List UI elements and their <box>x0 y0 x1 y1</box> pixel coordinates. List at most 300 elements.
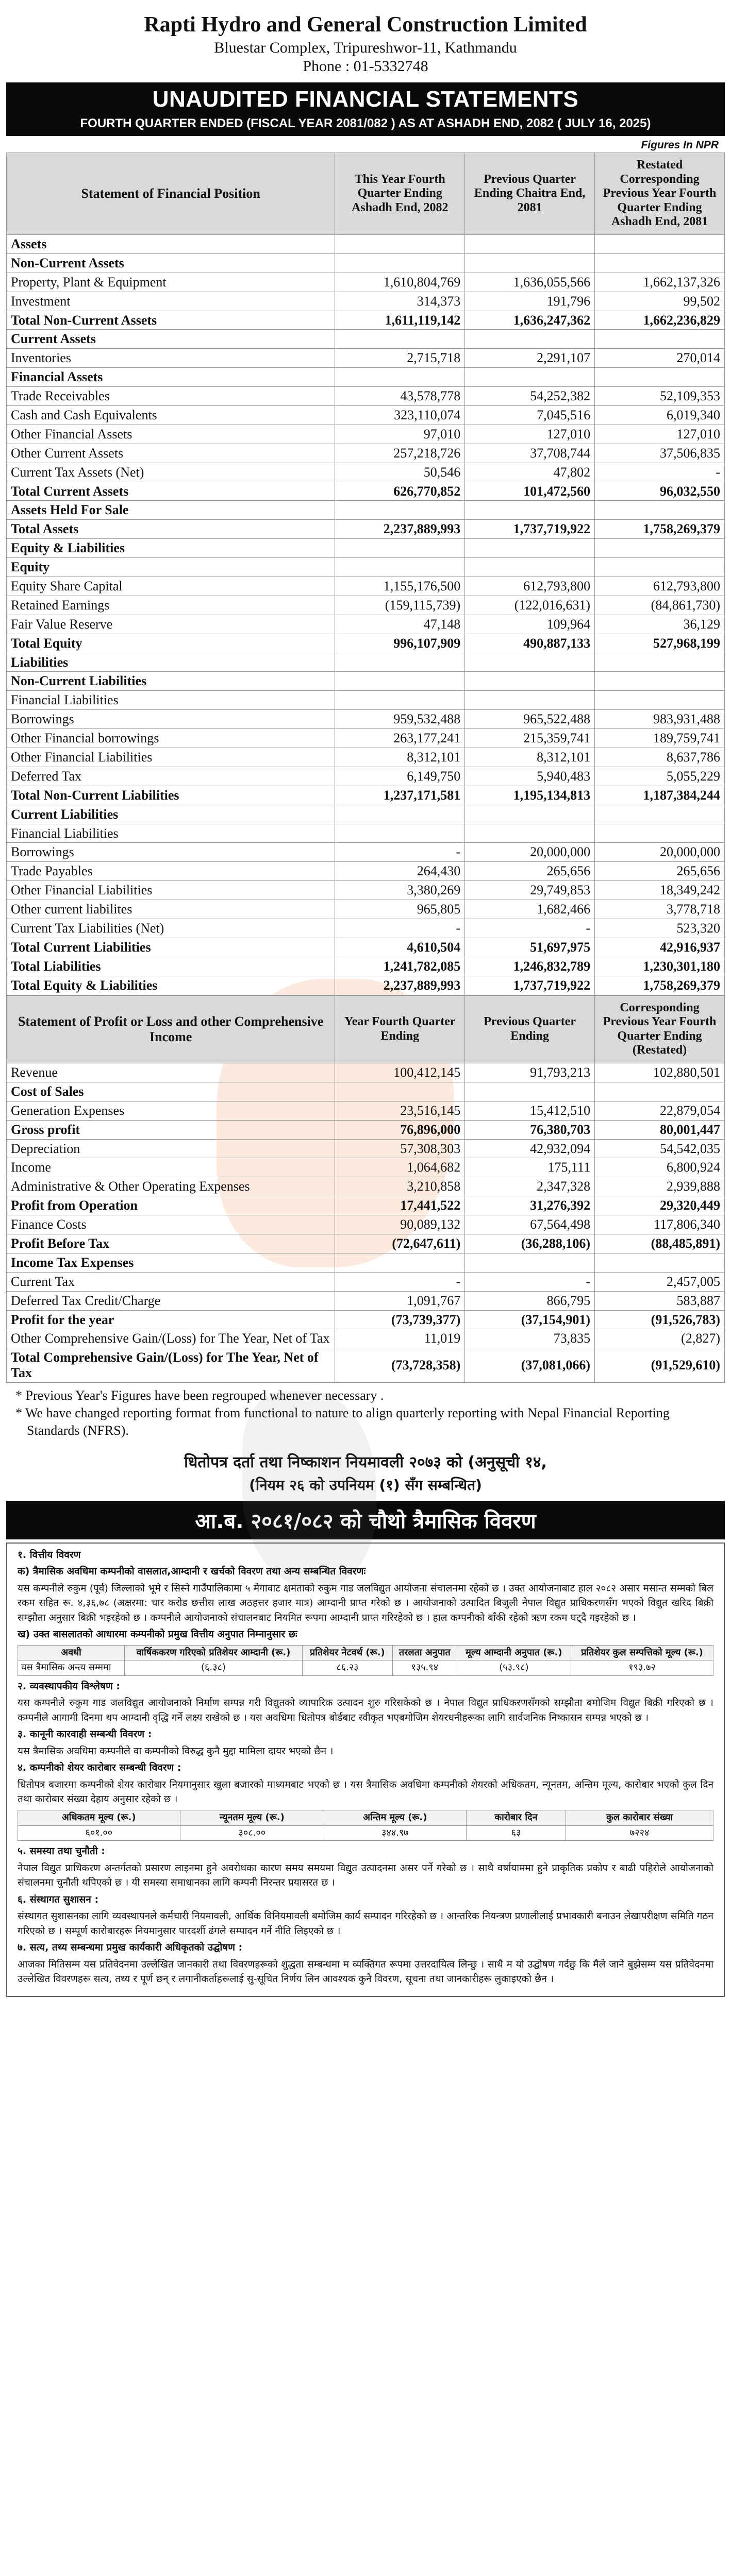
row-value: 1,237,171,581 <box>335 786 465 805</box>
row-value: 1,758,269,379 <box>595 976 725 995</box>
ratio-header: मूल्य आम्दानी अनुपात (रू.) <box>457 1645 571 1660</box>
ratio-cell: (५३.९८) <box>457 1660 571 1676</box>
ratio-header: तरलता अनुपात <box>392 1645 457 1660</box>
row-value: 1,611,119,142 <box>335 311 465 330</box>
table-row <box>7 596 725 615</box>
row-value: 47,148 <box>335 615 465 634</box>
trade-cell: ६३ <box>466 1825 566 1841</box>
row-value <box>335 368 465 387</box>
row-value <box>335 253 465 273</box>
row-value: 91,793,213 <box>465 1063 595 1082</box>
row-value <box>335 805 465 824</box>
row-value: 626,770,852 <box>335 482 465 501</box>
row-value: 42,916,937 <box>595 938 725 957</box>
row-value: 215,359,741 <box>465 729 595 748</box>
table-row <box>7 425 725 444</box>
row-label: Financial Liabilities <box>7 824 335 843</box>
row-value: 1,155,176,500 <box>335 577 465 596</box>
statements-subtitle: FOURTH QUARTER ENDED (FISCAL YEAR 2081/082 ) AS AT ASHADH END, 2082 ( JULY 16, 2025) <box>80 116 651 130</box>
section-text: आजका मितिसम्म यस प्रतिवेदनमा उल्लेखित जानकारी तथा विवरणहरूको शुद्धता सम्बन्धमा म व्यक्तिगत रूपमा उत्तरदायित्व लिन्छु । साथै म यो उद्घोषण गर्दछु कि मैले जाने बुझेसम्म यस प्रतिवेदनमा उल्लेखित विवरणहरू सत्य, तथ्य र पूर्ण छन् र लगानीकर्ताहरूलाई सु-सूचित निर्णय लिन आवश्यक कुनै विवरण, सूचना तथा जानकारीहरू लुकाइएको छैन । <box>18 1958 713 1985</box>
ratio-cell: यस त्रैमासिक अन्त्य सम्ममा <box>18 1660 125 1676</box>
row-value: 6,019,340 <box>595 405 725 425</box>
row-value <box>335 1082 465 1101</box>
row-value: 2,939,888 <box>595 1177 725 1196</box>
row-value: 8,312,101 <box>335 748 465 767</box>
row-value: 191,796 <box>465 292 595 311</box>
row-value: - <box>465 1272 595 1291</box>
row-value: 8,312,101 <box>465 748 595 767</box>
row-value: 117,806,340 <box>595 1215 725 1234</box>
row-value: 1,064,682 <box>335 1158 465 1177</box>
row-label: Total Assets <box>7 520 335 539</box>
table-row <box>7 938 725 957</box>
row-value <box>465 539 595 558</box>
row-value <box>465 253 595 273</box>
pl-header-restated: Corresponding Previous Year Fourth Quarter Ending (Restated) <box>595 995 725 1063</box>
row-label: Profit from Operation <box>7 1196 335 1215</box>
row-value: 37,506,835 <box>595 444 725 463</box>
trade-header: कारोबार दिन <box>466 1810 566 1825</box>
ratio-header: प्रतिशेयर नेटवर्थ (रू.) <box>302 1645 392 1660</box>
regulation-line-1: धितोपत्र दर्ता तथा निष्काशन नियमावली २०७३ को (अनुसूची १४, <box>184 1453 547 1471</box>
pl-header-current: Year Fourth Quarter Ending <box>335 995 465 1063</box>
trade-header: अन्तिम मूल्य (रू.) <box>324 1810 466 1825</box>
row-value: 257,218,726 <box>335 444 465 463</box>
row-label: Inventories <box>7 349 335 368</box>
row-value: 1,662,236,829 <box>595 311 725 330</box>
table-row <box>7 957 725 976</box>
row-label: Property, Plant & Equipment <box>7 273 335 292</box>
row-label: Financial Liabilities <box>7 691 335 710</box>
ratio-header: वार्षिककरण गरिएको प्रतिशेयर आम्दानी (रू.) <box>125 1645 303 1660</box>
row-value <box>595 1253 725 1272</box>
row-value: 22,879,054 <box>595 1101 725 1120</box>
table-row <box>7 501 725 520</box>
table-row <box>7 368 725 387</box>
row-label: Profit for the year <box>7 1310 335 1329</box>
section-heading: ५. समस्या तथा चुनौती : <box>18 1845 105 1857</box>
row-value: 52,109,353 <box>595 387 725 406</box>
table-row <box>7 1196 725 1215</box>
row-value: 57,308,303 <box>335 1139 465 1158</box>
table-row <box>7 1272 725 1291</box>
row-label: Other Financial Liabilities <box>7 881 335 900</box>
row-value: 47,802 <box>465 463 595 482</box>
statements-title: UNAUDITED FINANCIAL STATEMENTS <box>152 87 579 112</box>
row-value: 1,682,466 <box>465 900 595 919</box>
row-value: 3,778,718 <box>595 900 725 919</box>
section-text: नेपाल विद्युत प्राधिकरण अन्तर्गतको प्रसारण लाइनमा हुने अवरोधका कारण समय समयमा विद्युत उत्पादनमा असर पर्ने गरेको छ । साथै वर्षायाममा हुने प्राकृतिक प्रकोप र बाढी पहिरोले आयोजनाको संचालनमा चुनौती थपिएको छ । यी समस्या समाधानका लागि कम्पनी निरन्तर प्रयासरत छ । <box>18 1862 713 1889</box>
row-value <box>335 653 465 672</box>
row-value: 527,968,199 <box>595 634 725 653</box>
row-value: 1,662,137,326 <box>595 273 725 292</box>
row-label: Assets <box>7 234 335 253</box>
row-value: 73,835 <box>465 1329 595 1348</box>
row-value <box>465 368 595 387</box>
row-label: Equity <box>7 558 335 577</box>
row-value: 323,110,074 <box>335 405 465 425</box>
section-heading: ४. कम्पनीको शेयर कारोबार सम्बन्धी विवरण : <box>18 1762 181 1774</box>
row-label: Revenue <box>7 1063 335 1082</box>
row-label: Assets Held For Sale <box>7 501 335 520</box>
row-value <box>465 672 595 691</box>
share-trading-table <box>18 1810 713 1841</box>
row-value: 3,380,269 <box>335 881 465 900</box>
table-row <box>7 1310 725 1329</box>
row-label: Liabilities <box>7 653 335 672</box>
row-value: 3,210,858 <box>335 1177 465 1196</box>
row-value: 1,636,055,566 <box>465 273 595 292</box>
row-label: Investment <box>7 292 335 311</box>
row-value <box>595 501 725 520</box>
table-row <box>7 615 725 634</box>
row-value: (159,115,739) <box>335 596 465 615</box>
row-value: 36,129 <box>595 615 725 634</box>
trade-cell: ७२२४ <box>566 1825 713 1841</box>
table-row <box>7 1158 725 1177</box>
row-value: 42,932,094 <box>465 1139 595 1158</box>
row-value: 490,887,133 <box>465 634 595 653</box>
row-label: Trade Payables <box>7 862 335 881</box>
pl-header-previous: Previous Quarter Ending <box>465 995 595 1063</box>
table-row <box>7 463 725 482</box>
row-value: 5,055,229 <box>595 767 725 786</box>
row-value: 1,737,719,922 <box>465 520 595 539</box>
row-value <box>465 1082 595 1101</box>
row-value: 18,349,242 <box>595 881 725 900</box>
row-label: Generation Expenses <box>7 1101 335 1120</box>
row-value: 101,472,560 <box>465 482 595 501</box>
table-row <box>7 900 725 919</box>
trade-cell: ३०८.०० <box>180 1825 324 1841</box>
table-row <box>7 1329 725 1348</box>
table-row <box>7 273 725 292</box>
row-value: 263,177,241 <box>335 729 465 748</box>
row-value: 15,412,510 <box>465 1101 595 1120</box>
footnote: * Previous Year's Figures have been regrouped whenever necessary . <box>15 1388 384 1403</box>
row-value: 31,276,392 <box>465 1196 595 1215</box>
row-value: 1,091,767 <box>335 1291 465 1310</box>
row-label: Financial Assets <box>7 368 335 387</box>
row-value: 20,000,000 <box>465 843 595 862</box>
row-value: 1,187,384,244 <box>595 786 725 805</box>
section-text: धितोपत्र बजारमा कम्पनीको शेयर कारोबार नियमानुसार खुला बजारको माध्यमबाट भएको छ । यस त्रैमासिक अवधिमा कम्पनीको शेयरको अधिकतम, न्यूनतम, अन्तिम मूल्य, कारोबार भएको कुल दिन तथा कारोबार संख्या देहाय अनुसार रहेको छ । <box>18 1778 713 1805</box>
section-heading: ७. सत्य, तथ्य सम्बन्धमा प्रमुख कार्यकारी अधिकृतको उद्घोषण : <box>18 1942 243 1954</box>
table-row <box>7 824 725 843</box>
table-row <box>7 805 725 824</box>
row-value: (73,728,358) <box>335 1348 465 1383</box>
trade-cell: ३४४.९७ <box>324 1825 466 1841</box>
section-heading: ३. कानूनी कारवाही सम्बन्धी विवरण : <box>18 1728 152 1740</box>
row-value: 51,697,975 <box>465 938 595 957</box>
row-value: 965,522,488 <box>465 710 595 729</box>
row-value: 1,230,301,180 <box>595 957 725 976</box>
table-row <box>7 405 725 425</box>
table-row <box>7 387 725 406</box>
row-value: 100,412,145 <box>335 1063 465 1082</box>
row-value <box>465 805 595 824</box>
section-text: यस कम्पनीले रुकुम गाड जलविद्युत आयोजनाको निर्माण सम्पन्न गरी विद्युतको व्यापारिक उत्पादन शुरु गरिसकेको छ । नेपाल विद्युत प्राधिकरणसँगको सम्झौता बमोजिम विद्युत बिक्री गरिएको छ । कम्पनीले आगामी दिनमा थप आम्दानी वृद्धि गर्ने लक्ष्य राखेको छ । यस अवधिमा धितोपत्र बोर्डबाट स्वीकृत भएबमोजिम शेयरधनीहरूका लागि सार्वजनिक निष्कासन सम्पन्न भएको छ । <box>18 1697 713 1723</box>
table-row <box>7 482 725 501</box>
nepali-report-body <box>6 1543 725 1997</box>
table-row <box>7 748 725 767</box>
row-value <box>595 805 725 824</box>
row-value: 127,010 <box>595 425 725 444</box>
table-row <box>7 444 725 463</box>
row-value: (72,647,611) <box>335 1234 465 1253</box>
row-value: (73,739,377) <box>335 1310 465 1329</box>
table-row <box>7 558 725 577</box>
row-label: Total Non-Current Liabilities <box>7 786 335 805</box>
footnote: * We have changed reporting format from functional to nature to align quarterly reporting with Nepal Financial Reporting Standards (NFRS). <box>15 1405 670 1438</box>
ratio-header: अवधी <box>18 1645 125 1660</box>
row-value: 996,107,909 <box>335 634 465 653</box>
row-value <box>595 672 725 691</box>
ratio-cell: ८६.२३ <box>302 1660 392 1676</box>
row-label: Retained Earnings <box>7 596 335 615</box>
row-value: 37,708,744 <box>465 444 595 463</box>
row-value: 4,610,504 <box>335 938 465 957</box>
row-value: 965,805 <box>335 900 465 919</box>
row-value: 80,001,447 <box>595 1120 725 1139</box>
table-row <box>7 843 725 862</box>
row-value: 959,532,488 <box>335 710 465 729</box>
row-label: Borrowings <box>7 843 335 862</box>
row-value: 2,291,107 <box>465 349 595 368</box>
figures-note: Figures In NPR <box>641 139 719 151</box>
section-text: यस त्रैमासिक अवधिमा कम्पनीले वा कम्पनीको विरुद्ध कुनै मुद्दा मामिला दायर भएको छैन । <box>18 1745 334 1757</box>
statements-banner <box>6 82 725 136</box>
financial-position-table <box>6 152 725 995</box>
row-label: Total Current Liabilities <box>7 938 335 957</box>
row-label: Fair Value Reserve <box>7 615 335 634</box>
row-value: 265,656 <box>465 862 595 881</box>
table-row <box>7 976 725 995</box>
row-value <box>465 501 595 520</box>
row-value: (122,016,631) <box>465 596 595 615</box>
row-label: Other Financial Liabilities <box>7 748 335 767</box>
ratio-cell: १३५.९४ <box>392 1660 457 1676</box>
row-value: 43,578,778 <box>335 387 465 406</box>
row-value: - <box>335 919 465 938</box>
row-value: 54,252,382 <box>465 387 595 406</box>
table-row <box>7 330 725 349</box>
row-value: 314,373 <box>335 292 465 311</box>
table-row <box>7 672 725 691</box>
ratio-cell: (६.३८) <box>125 1660 303 1676</box>
row-value: 1,758,269,379 <box>595 520 725 539</box>
row-label: Current Tax Liabilities (Net) <box>7 919 335 938</box>
row-value <box>595 824 725 843</box>
profit-loss-table <box>6 995 725 1383</box>
row-value: (36,288,106) <box>465 1234 595 1253</box>
ratio-header: प्रतिशेयर कुल सम्पत्तिको मूल्य (रू.) <box>571 1645 713 1660</box>
row-label: Total Liabilities <box>7 957 335 976</box>
table-row <box>7 881 725 900</box>
row-value: 2,457,005 <box>595 1272 725 1291</box>
row-value: 99,502 <box>595 292 725 311</box>
section-text: यस कम्पनीले रुकुम (पूर्व) जिल्लाको भूमे र सिस्ने गाउँपालिकामा ५ मेगावाट क्षमताको रुकुम गाड जलविद्युत आयोजना संचालनमा रहेको छ । उक्त आयोजनाबाट हाल २०८२ असार मसान्त सम्मको बिल रकम सहित रू. ४,३६,७८ (अक्षरमा: चार करोड छत्तीस लाख अठहत्तर हजार मात्र) आम्दानी प्राप्त गरेको छ । आयोजनाको उत्पादित बिजुली नेपाल विद्युत प्राधिकरणसँग भएको विद्युत खरिद बिक्री सम्झौता अनुसार बिक्री भइरहेको छ । कम्पनीले आयोजनाको संचालनबाट नियमित रूपमा आम्दानी प्राप्त गरिरहेको छ । हाल कम्पनीको बाँकी रहेको ऋण रकम घट्दै गइरहेको छ । <box>18 1582 713 1623</box>
row-value: 109,964 <box>465 615 595 634</box>
table-row <box>7 539 725 558</box>
table-row <box>7 349 725 368</box>
row-label: Total Non-Current Assets <box>7 311 335 330</box>
row-label: Other Financial Assets <box>7 425 335 444</box>
table-row <box>7 292 725 311</box>
row-value: 23,516,145 <box>335 1101 465 1120</box>
row-value <box>595 253 725 273</box>
row-value: 7,045,516 <box>465 405 595 425</box>
row-value: 1,195,134,813 <box>465 786 595 805</box>
ratio-table <box>18 1645 713 1676</box>
row-value: - <box>595 463 725 482</box>
row-value: (88,485,891) <box>595 1234 725 1253</box>
sfp-header-current: This Year Fourth Quarter Ending Ashadh End, 2082 <box>335 153 465 235</box>
table-row <box>7 634 725 653</box>
row-value <box>595 653 725 672</box>
row-label: Other current liabilites <box>7 900 335 919</box>
table-row <box>7 653 725 672</box>
row-value: 96,032,550 <box>595 482 725 501</box>
section-heading: १. वित्तीय विवरण <box>18 1549 81 1561</box>
pl-body <box>7 1063 725 1382</box>
trade-header: कुल कारोबार संख्या <box>566 1810 713 1825</box>
table-row <box>7 1063 725 1082</box>
row-value: 583,887 <box>595 1291 725 1310</box>
table-row <box>7 520 725 539</box>
row-label: Deferred Tax Credit/Charge <box>7 1291 335 1310</box>
row-value <box>465 653 595 672</box>
row-value: (84,861,730) <box>595 596 725 615</box>
sfp-body <box>7 234 725 995</box>
row-label: Non-Current Assets <box>7 253 335 273</box>
row-value <box>595 539 725 558</box>
table-row <box>7 729 725 748</box>
row-value <box>335 539 465 558</box>
row-value: 90,089,132 <box>335 1215 465 1234</box>
row-value: - <box>465 919 595 938</box>
row-label: Non-Current Liabilities <box>7 672 335 691</box>
row-value: - <box>335 843 465 862</box>
row-value: 20,000,000 <box>595 843 725 862</box>
table-row <box>7 919 725 938</box>
row-label: Depreciation <box>7 1139 335 1158</box>
row-value: 1,737,719,922 <box>465 976 595 995</box>
row-value: 175,111 <box>465 1158 595 1177</box>
table-row <box>7 577 725 596</box>
trade-header: अधिकतम मूल्य (रू.) <box>18 1810 180 1825</box>
table-row <box>7 311 725 330</box>
row-label: Total Comprehensive Gain/(Loss) for The Year, Net of Tax <box>7 1348 335 1383</box>
row-value <box>335 330 465 349</box>
trade-cell: ६०१.०० <box>18 1825 180 1841</box>
table-row <box>7 1082 725 1101</box>
row-label: Total Equity <box>7 634 335 653</box>
row-value: 50,546 <box>335 463 465 482</box>
row-value <box>335 234 465 253</box>
table-row <box>7 1101 725 1120</box>
row-label: Trade Receivables <box>7 387 335 406</box>
table-row <box>7 862 725 881</box>
row-value <box>335 824 465 843</box>
row-value <box>465 691 595 710</box>
row-value <box>465 824 595 843</box>
sfp-header-previous: Previous Quarter Ending Chaitra End, 2081 <box>465 153 595 235</box>
row-label: Income Tax Expenses <box>7 1253 335 1272</box>
table-row <box>7 1215 725 1234</box>
row-value: (2,827) <box>595 1329 725 1348</box>
row-label: Other Financial borrowings <box>7 729 335 748</box>
row-value: 76,380,703 <box>465 1120 595 1139</box>
row-label: Total Current Assets <box>7 482 335 501</box>
table-row <box>7 1253 725 1272</box>
row-value: 5,940,483 <box>465 767 595 786</box>
row-label: Current Tax Assets (Net) <box>7 463 335 482</box>
row-value: 1,246,832,789 <box>465 957 595 976</box>
row-value: 2,237,889,993 <box>335 976 465 995</box>
row-label: Equity & Liabilities <box>7 539 335 558</box>
row-value: 2,347,328 <box>465 1177 595 1196</box>
row-value: 2,715,718 <box>335 349 465 368</box>
row-label: Other Comprehensive Gain/(Loss) for The Year, Net of Tax <box>7 1329 335 1348</box>
section-subheading: क) त्रैमासिक अवधिमा कम्पनीको वासलात,आम्दानी र खर्चको विवरण तथा अन्य सम्बन्धित विवरणः <box>18 1566 366 1577</box>
row-value: 29,320,449 <box>595 1196 725 1215</box>
row-value <box>595 691 725 710</box>
table-row <box>7 710 725 729</box>
row-value: 11,019 <box>335 1329 465 1348</box>
row-value: 265,656 <box>595 862 725 881</box>
table-row <box>7 767 725 786</box>
row-value: 983,931,488 <box>595 710 725 729</box>
row-value: - <box>335 1272 465 1291</box>
row-value: 270,014 <box>595 349 725 368</box>
footnotes <box>0 1383 731 1439</box>
row-label: Finance Costs <box>7 1215 335 1234</box>
row-label: Cash and Cash Equivalents <box>7 405 335 425</box>
row-label: Other Current Assets <box>7 444 335 463</box>
pl-header-label: Statement of Profit or Loss and other Comprehensive Income <box>7 995 335 1063</box>
table-row <box>7 1291 725 1310</box>
table-row <box>7 1234 725 1253</box>
row-value <box>335 672 465 691</box>
row-value: 1,610,804,769 <box>335 273 465 292</box>
regulation-line-2: (नियम २६ को उपनियम (१) सँग सम्बन्धित) <box>249 1476 482 1494</box>
row-value <box>595 330 725 349</box>
row-value <box>595 558 725 577</box>
row-label: Current Liabilities <box>7 805 335 824</box>
section-subheading: ख) उक्त बासलातको आधारमा कम्पनीको प्रमुख वित्तीय अनुपात निम्नानुसार छः <box>18 1629 297 1640</box>
row-value: 17,441,522 <box>335 1196 465 1215</box>
row-value <box>465 1253 595 1272</box>
row-value <box>335 501 465 520</box>
row-value: 1,636,247,362 <box>465 311 595 330</box>
row-label: Equity Share Capital <box>7 577 335 596</box>
row-value: 8,637,786 <box>595 748 725 767</box>
row-label: Borrowings <box>7 710 335 729</box>
row-value: 2,237,889,993 <box>335 520 465 539</box>
row-label: Cost of Sales <box>7 1082 335 1101</box>
row-label: Total Equity & Liabilities <box>7 976 335 995</box>
row-value: 866,795 <box>465 1291 595 1310</box>
sfp-header-label: Statement of Financial Position <box>7 153 335 235</box>
row-value: (37,154,901) <box>465 1310 595 1329</box>
row-value: (91,526,783) <box>595 1310 725 1329</box>
company-name: Rapti Hydro and General Construction Limited <box>144 13 587 37</box>
row-label: Administrative & Other Operating Expenses <box>7 1177 335 1196</box>
row-label: Current Tax <box>7 1272 335 1291</box>
table-row <box>7 1348 725 1383</box>
company-address: Bluestar Complex, Tripureshwor-11, Kathmandu <box>214 39 517 56</box>
